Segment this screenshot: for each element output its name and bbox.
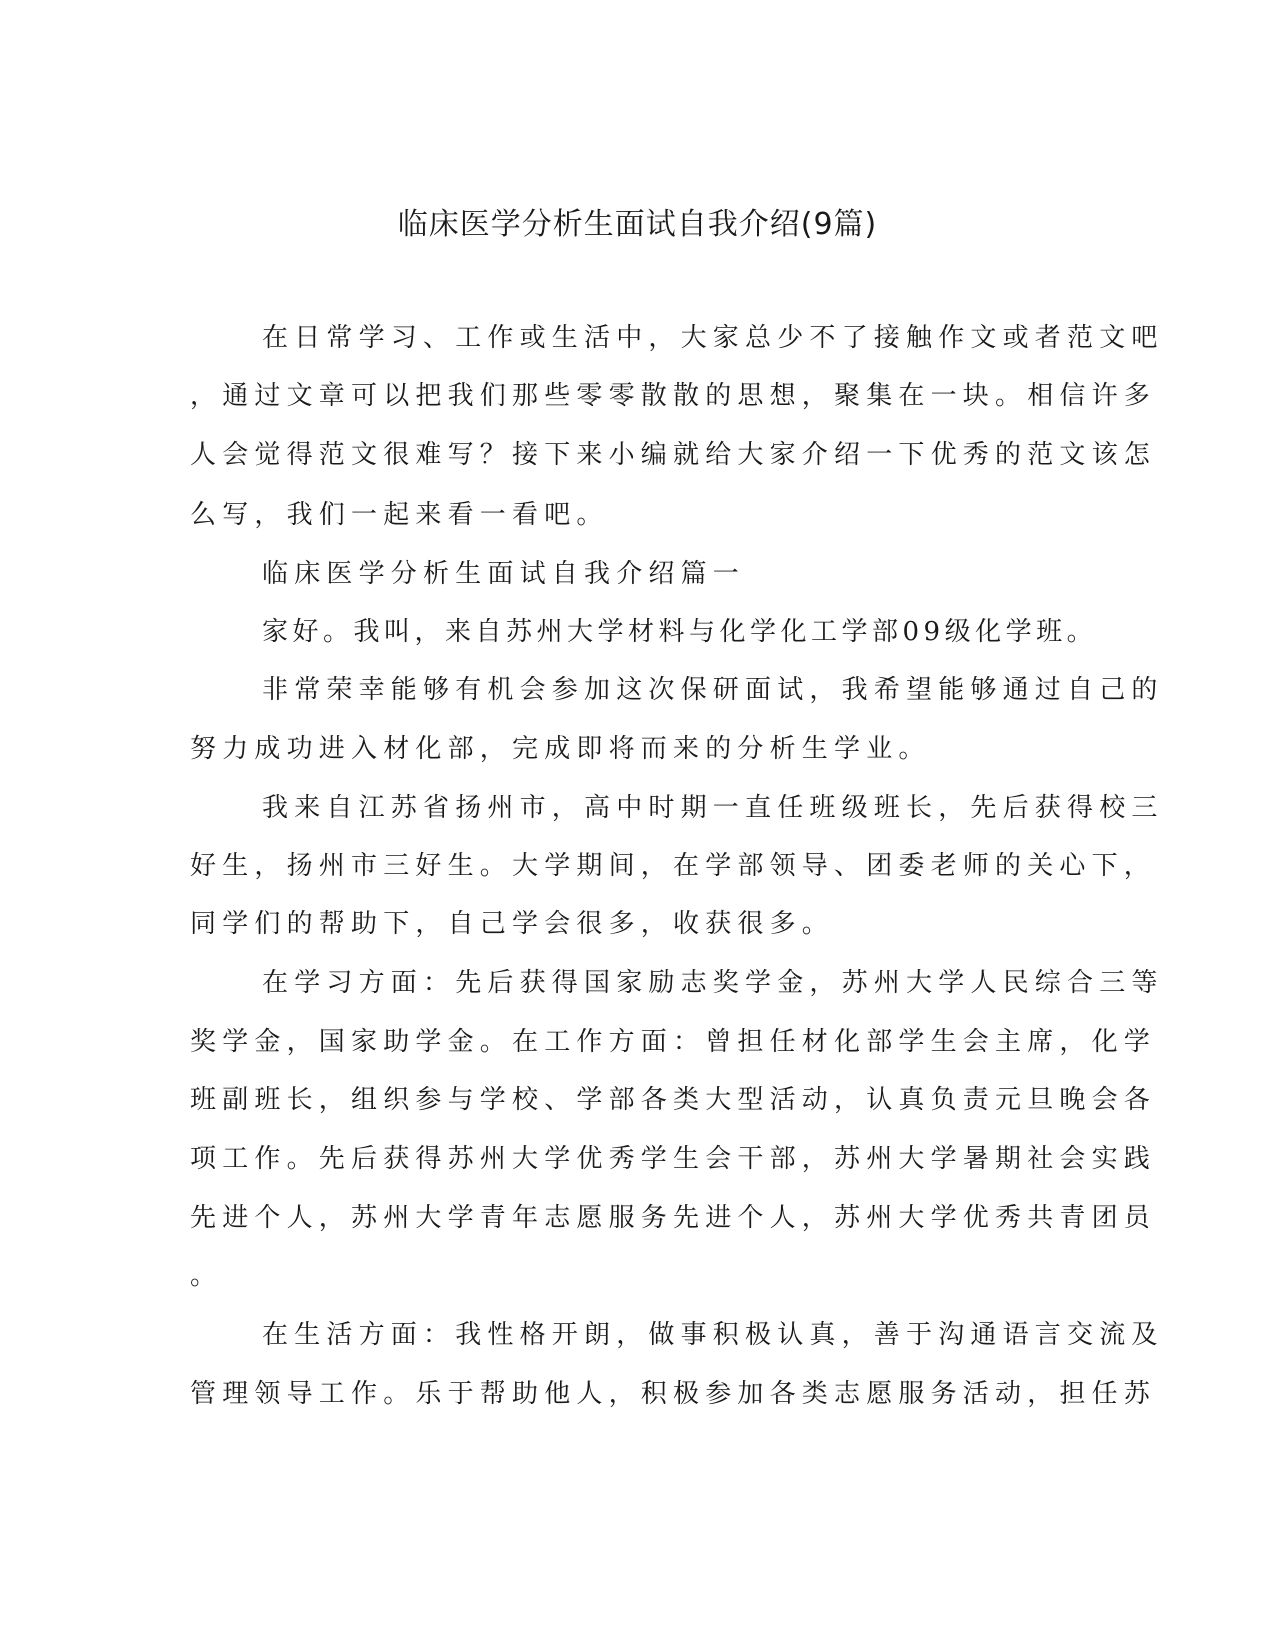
paragraph-line: 我来自江苏省扬州市，高中时期一直任班级班长，先后获得校三 <box>262 793 1164 823</box>
section-heading: 临床医学分析生面试自我介绍篇一 <box>262 559 746 589</box>
paragraph-line: 奖学金，国家助学金。在工作方面：曾担任材化部学生会主席，化学 <box>190 1027 1157 1057</box>
paragraph-line: 同学们的帮助下，自己学会很多，收获很多。 <box>190 909 835 939</box>
document-title: 临床医学分析生面试自我介绍(9篇) <box>397 207 878 242</box>
paragraph-line: 管理领导工作。乐于帮助他人，积极参加各类志愿服务活动，担任苏 <box>190 1379 1157 1409</box>
paragraph-line: 在学习方面：先后获得国家励志奖学金，苏州大学人民综合三等 <box>262 968 1164 998</box>
paragraph-line: 在日常学习、工作或生活中，大家总少不了接触作文或者范文吧 <box>262 323 1164 353</box>
paragraph-line: ，通过文章可以把我们那些零零散散的思想，聚集在一块。相信许多 <box>190 381 1157 411</box>
paragraph-line: 项工作。先后获得苏州大学优秀学生会干部，苏州大学暑期社会实践 <box>190 1144 1157 1174</box>
paragraph-line: 好生，扬州市三好生。大学期间，在学部领导、团委老师的关心下， <box>190 851 1157 881</box>
paragraph-line: 么写，我们一起来看一看吧。 <box>190 500 609 530</box>
paragraph-line: 非常荣幸能够有机会参加这次保研面试，我希望能够通过自己的 <box>262 675 1164 705</box>
paragraph-line: 在生活方面：我性格开朗，做事积极认真，善于沟通语言交流及 <box>262 1320 1164 1350</box>
paragraph-line: 家好。我叫，来自苏州大学材料与化学化工学部09级化学班。 <box>262 617 1098 647</box>
paragraph-line: 先进个人，苏州大学青年志愿服务先进个人，苏州大学优秀共青团员 <box>190 1203 1157 1233</box>
paragraph-line: 努力成功进入材化部，完成即将而来的分析生学业。 <box>190 734 931 764</box>
paragraph-line: 班副班长，组织参与学校、学部各类大型活动，认真负责元旦晚会各 <box>190 1085 1157 1115</box>
paragraph-line: 。 <box>190 1261 223 1291</box>
paragraph-line: 人会觉得范文很难写？接下来小编就给大家介绍一下优秀的范文该怎 <box>190 440 1157 470</box>
